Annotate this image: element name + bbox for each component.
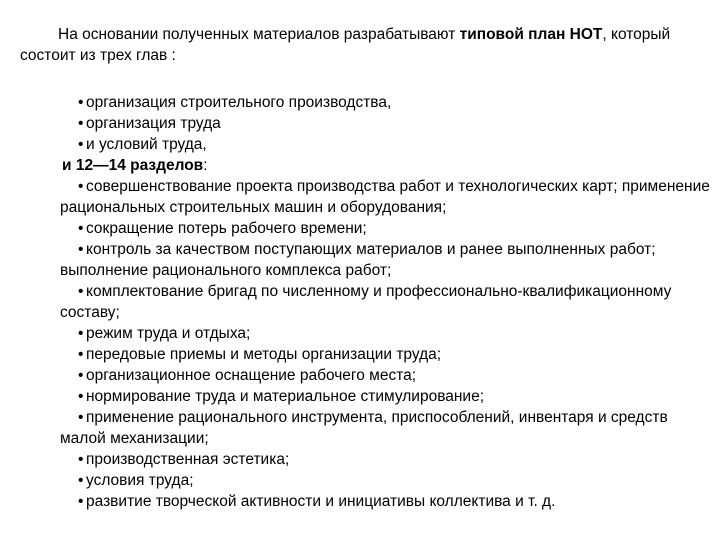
chapter-label: и условий труда, [86, 136, 207, 153]
section-item [60, 281, 710, 323]
section-label: применение рационального инструмента, приспособлений, инвентаря и средств малой механизации; [60, 409, 668, 447]
bullet-icon: • [78, 94, 84, 111]
bullet-icon: • [78, 325, 84, 342]
bullet-icon: • [78, 283, 84, 300]
chapter-label: организация труда [86, 115, 221, 132]
section-label: контроль за качеством поступающих материалов и ранее выполненных работ; выполнение рационального комплекса работ; [60, 241, 656, 279]
bullet-icon: • [78, 388, 84, 405]
intro-text-end: , который состоит из трех глав : [20, 26, 671, 64]
section-label: комплектование бригад по численному и профессионально-квалификационному составу; [60, 283, 672, 321]
sections-heading [62, 155, 710, 176]
bullet-icon: • [78, 136, 84, 153]
section-item [78, 365, 710, 386]
section-label: организационное оснащение рабочего места; [86, 367, 417, 384]
section-item [60, 239, 710, 281]
bullet-icon: • [78, 115, 84, 132]
intro-bold-term: типовой план НОТ [459, 26, 603, 43]
section-item [78, 491, 710, 512]
section-item [78, 386, 710, 407]
section-item [78, 323, 710, 344]
section-label: передовые приемы и методы организации труда; [86, 346, 442, 363]
section-label: производственная эстетика; [86, 451, 290, 468]
bullet-icon: • [78, 409, 84, 426]
bullet-icon: • [78, 241, 84, 258]
bullet-icon: • [78, 346, 84, 363]
bullet-icon: • [78, 493, 84, 510]
section-item [60, 407, 710, 449]
section-label: условия труда; [86, 472, 194, 489]
chapter-item [78, 134, 710, 155]
sections-heading-suffix: : [203, 157, 208, 174]
intro-text: На основании полученных материалов разрабатывают [58, 26, 460, 43]
sections-heading-bold: и 12—14 разделов [62, 157, 204, 174]
chapter-label: организация строительного производства, [86, 94, 392, 111]
section-item [60, 176, 710, 218]
section-label: сокращение потерь рабочего времени; [86, 220, 367, 237]
outline-list [60, 92, 710, 512]
section-item [78, 470, 710, 491]
bullet-icon: • [78, 472, 84, 489]
bullet-icon: • [78, 367, 84, 384]
bullet-icon: • [78, 178, 84, 195]
section-item [78, 449, 710, 470]
section-label: совершенствование проекта производства работ и технологических карт; применение рациональных строительных машин и оборудования; [60, 178, 710, 216]
bullet-icon: • [78, 451, 84, 468]
section-label: нормирование труда и материальное стимулирование; [86, 388, 485, 405]
bullet-icon: • [78, 220, 84, 237]
section-item [78, 344, 710, 365]
section-label: режим труда и отдыха; [86, 325, 251, 342]
chapter-item [78, 92, 710, 113]
chapter-item [78, 113, 710, 134]
section-label: развитие творческой активности и инициативы коллектива и т. д. [86, 493, 556, 510]
intro-paragraph [20, 24, 710, 66]
section-item [78, 218, 710, 239]
